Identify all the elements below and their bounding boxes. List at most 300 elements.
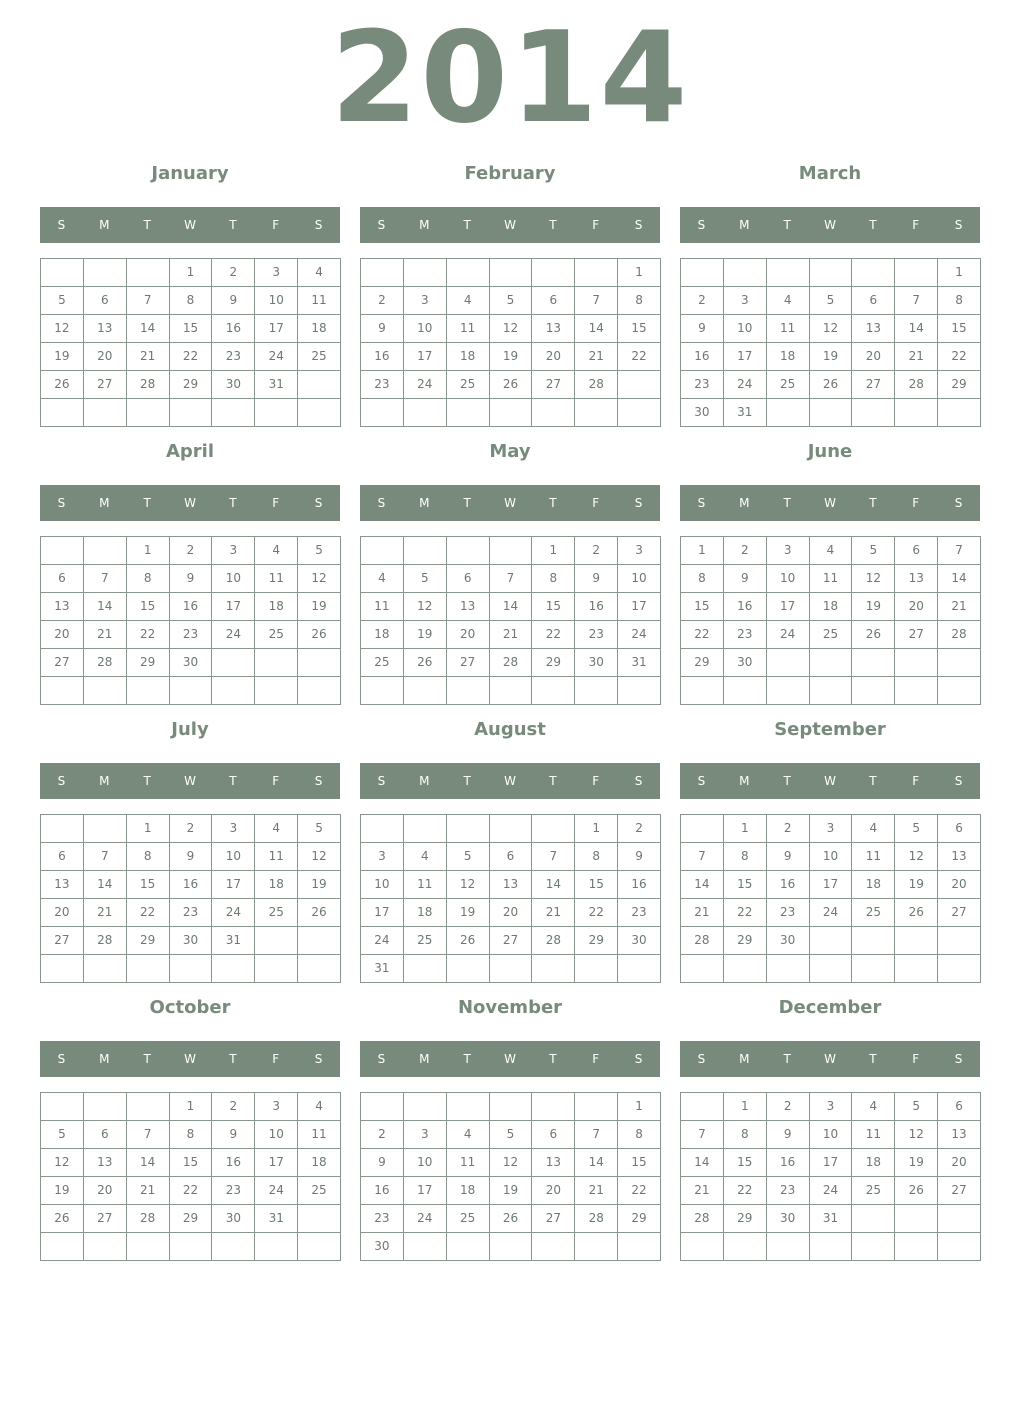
day-cell: 19 [41,1177,84,1205]
empty-day-cell [447,955,490,983]
empty-day-cell [532,399,575,427]
day-cell: 27 [532,371,575,399]
day-cell: 5 [490,1121,533,1149]
empty-day-cell [681,259,724,287]
weekday-label: W [504,774,516,788]
empty-day-cell [127,1093,170,1121]
empty-day-cell [361,1093,404,1121]
empty-day-cell [852,1205,895,1233]
empty-day-cell [575,1233,618,1261]
day-cell: 15 [724,1149,767,1177]
weekday-label: S [57,1052,66,1066]
day-cell: 9 [170,843,213,871]
weekday-label: F [272,774,280,788]
day-cell: 15 [170,1149,213,1177]
day-cell: 25 [404,927,447,955]
day-cell: 13 [938,843,981,871]
day-cell: 16 [361,1177,404,1205]
day-cell: 15 [127,593,170,621]
day-cell: 12 [810,315,853,343]
day-cell: 25 [447,371,490,399]
month-title: July [171,719,209,740]
empty-day-cell [404,1233,447,1261]
day-cell: 17 [618,593,661,621]
empty-day-cell [127,955,170,983]
day-cell: 30 [618,927,661,955]
day-cell: 25 [447,1205,490,1233]
empty-day-cell [724,677,767,705]
empty-day-cell [852,927,895,955]
day-cell: 5 [298,815,341,843]
day-cell: 19 [41,343,84,371]
day-cell: 18 [810,593,853,621]
day-cell: 4 [361,565,404,593]
day-cell: 19 [852,593,895,621]
empty-day-cell [255,927,298,955]
day-cell: 11 [447,315,490,343]
month-title: November [457,997,563,1018]
day-cell: 10 [255,287,298,315]
day-cell: 28 [490,649,533,677]
empty-day-cell [84,537,127,565]
day-cell: 28 [575,371,618,399]
empty-day-cell [84,399,127,427]
weekday-label: S [377,1052,386,1066]
day-cell: 10 [618,565,661,593]
empty-day-cell [852,259,895,287]
day-cell: 8 [575,843,618,871]
day-cell: 11 [255,843,298,871]
day-cell: 6 [447,565,490,593]
day-cell: 20 [532,343,575,371]
day-cell: 24 [810,1177,853,1205]
day-cell: 4 [298,259,341,287]
day-cell: 12 [41,315,84,343]
day-cell: 11 [852,843,895,871]
empty-day-cell [447,259,490,287]
weekday-label: T [463,1052,471,1066]
weekday-label: S [314,774,323,788]
day-cell: 13 [41,871,84,899]
day-cell: 8 [681,565,724,593]
day-grid [40,814,341,983]
day-cell: 22 [575,899,618,927]
month-title: June [807,441,853,462]
day-cell: 1 [170,259,213,287]
empty-day-cell [361,677,404,705]
day-cell: 24 [767,621,810,649]
calendar-year: 2014 [330,4,690,151]
day-cell: 19 [490,1177,533,1205]
day-cell: 10 [767,565,810,593]
weekday-label: F [592,218,600,232]
empty-day-cell [404,399,447,427]
day-cell: 3 [810,1093,853,1121]
day-cell: 20 [84,1177,127,1205]
empty-day-cell [255,399,298,427]
day-cell: 21 [84,621,127,649]
empty-day-cell [127,1233,170,1261]
weekday-label: T [143,1052,151,1066]
day-cell: 3 [767,537,810,565]
day-cell: 14 [575,1149,618,1177]
day-cell: 27 [532,1205,575,1233]
empty-day-cell [41,677,84,705]
empty-day-cell [170,1233,213,1261]
day-cell: 2 [212,259,255,287]
day-cell: 6 [84,1121,127,1149]
day-cell: 16 [681,343,724,371]
day-cell: 24 [404,1205,447,1233]
day-cell: 9 [575,565,618,593]
day-cell: 18 [255,871,298,899]
month-title: December [778,997,882,1018]
empty-day-cell [895,1205,938,1233]
day-cell: 8 [724,1121,767,1149]
day-cell: 29 [170,371,213,399]
day-cell: 6 [852,287,895,315]
day-cell: 12 [298,843,341,871]
empty-day-cell [361,537,404,565]
empty-day-cell [41,815,84,843]
day-cell: 7 [127,1121,170,1149]
day-cell: 3 [255,1093,298,1121]
empty-day-cell [532,955,575,983]
day-cell: 4 [810,537,853,565]
day-cell: 5 [895,1093,938,1121]
empty-day-cell [852,399,895,427]
day-cell: 24 [618,621,661,649]
day-cell: 10 [255,1121,298,1149]
day-cell: 25 [361,649,404,677]
day-cell: 18 [298,1149,341,1177]
day-cell: 5 [895,815,938,843]
day-cell: 11 [361,593,404,621]
day-cell: 28 [127,371,170,399]
weekday-label: W [504,218,516,232]
day-cell: 17 [724,343,767,371]
day-cell: 22 [532,621,575,649]
day-cell: 9 [212,287,255,315]
weekday-label: M [99,218,110,232]
day-cell: 27 [84,371,127,399]
day-cell: 17 [810,871,853,899]
weekday-label: W [824,1052,836,1066]
day-cell: 5 [41,1121,84,1149]
day-cell: 28 [127,1205,170,1233]
month-title: January [151,163,229,184]
weekday-label: W [824,496,836,510]
empty-day-cell [298,649,341,677]
weekday-label: T [229,218,237,232]
weekday-label: F [592,1052,600,1066]
empty-day-cell [212,649,255,677]
weekday-label: S [377,496,386,510]
day-cell: 1 [575,815,618,843]
day-cell: 15 [938,315,981,343]
day-cell: 21 [938,593,981,621]
empty-day-cell [575,1093,618,1121]
day-cell: 21 [84,899,127,927]
day-cell: 26 [41,371,84,399]
day-cell: 27 [41,649,84,677]
day-grid [680,258,981,427]
empty-day-cell [767,399,810,427]
day-cell: 9 [361,315,404,343]
weekday-label: S [634,496,643,510]
month-title: October [149,997,231,1018]
day-grid [680,1092,981,1261]
empty-day-cell [127,259,170,287]
empty-day-cell [532,815,575,843]
weekday-label: T [463,496,471,510]
day-grid [360,1092,661,1261]
day-cell: 27 [938,899,981,927]
month-title: May [489,441,531,462]
empty-day-cell [361,399,404,427]
day-cell: 2 [681,287,724,315]
weekday-label: T [869,496,877,510]
day-cell: 28 [84,649,127,677]
weekday-header [40,763,340,799]
day-cell: 22 [724,899,767,927]
empty-day-cell [298,371,341,399]
weekday-label: W [184,1052,196,1066]
day-cell: 11 [255,565,298,593]
day-cell: 4 [447,287,490,315]
weekday-label: S [57,218,66,232]
day-cell: 19 [895,871,938,899]
empty-day-cell [255,955,298,983]
empty-day-cell [170,677,213,705]
day-cell: 16 [170,871,213,899]
day-cell: 19 [490,343,533,371]
weekday-label: T [783,218,791,232]
day-cell: 15 [724,871,767,899]
day-cell: 15 [532,593,575,621]
day-cell: 18 [404,899,447,927]
day-cell: 11 [298,287,341,315]
weekday-label: F [272,1052,280,1066]
day-cell: 4 [852,815,895,843]
day-cell: 8 [724,843,767,871]
day-cell: 25 [852,1177,895,1205]
empty-day-cell [447,399,490,427]
empty-day-cell [895,1233,938,1261]
empty-day-cell [575,955,618,983]
empty-day-cell [852,649,895,677]
weekday-label: T [783,774,791,788]
weekday-label: T [549,774,557,788]
day-cell: 13 [84,1149,127,1177]
day-cell: 13 [447,593,490,621]
day-cell: 13 [895,565,938,593]
day-cell: 4 [767,287,810,315]
day-cell: 14 [84,593,127,621]
day-cell: 12 [447,871,490,899]
day-cell: 19 [895,1149,938,1177]
day-cell: 16 [361,343,404,371]
day-cell: 16 [170,593,213,621]
day-cell: 20 [84,343,127,371]
day-cell: 9 [361,1149,404,1177]
empty-day-cell [84,1093,127,1121]
empty-day-cell [810,677,853,705]
day-cell: 28 [532,927,575,955]
empty-day-cell [724,955,767,983]
empty-day-cell [404,259,447,287]
day-cell: 29 [170,1205,213,1233]
weekday-header [680,763,980,799]
day-cell: 7 [532,843,575,871]
empty-day-cell [127,399,170,427]
weekday-label: W [504,1052,516,1066]
day-cell: 6 [532,1121,575,1149]
day-cell: 8 [127,565,170,593]
weekday-label: M [419,496,430,510]
day-cell: 2 [724,537,767,565]
empty-day-cell [767,649,810,677]
day-cell: 16 [767,871,810,899]
day-cell: 31 [255,1205,298,1233]
day-cell: 15 [170,315,213,343]
day-cell: 5 [447,843,490,871]
month-title: August [474,719,546,740]
day-cell: 4 [404,843,447,871]
day-cell: 23 [767,899,810,927]
empty-day-cell [767,677,810,705]
day-cell: 15 [618,315,661,343]
day-cell: 5 [41,287,84,315]
day-cell: 26 [447,927,490,955]
day-cell: 14 [127,1149,170,1177]
empty-day-cell [255,1233,298,1261]
empty-day-cell [575,677,618,705]
empty-day-cell [404,677,447,705]
weekday-label: M [419,218,430,232]
day-cell: 25 [852,899,895,927]
day-cell: 7 [681,1121,724,1149]
day-cell: 20 [41,621,84,649]
weekday-label: W [184,496,196,510]
empty-day-cell [298,927,341,955]
day-cell: 14 [84,871,127,899]
weekday-label: T [549,496,557,510]
day-cell: 24 [724,371,767,399]
day-cell: 28 [938,621,981,649]
day-cell: 26 [298,899,341,927]
day-cell: 21 [681,899,724,927]
day-cell: 8 [170,1121,213,1149]
day-cell: 27 [895,621,938,649]
weekday-label: T [783,496,791,510]
weekday-label: M [739,1052,750,1066]
day-cell: 17 [361,899,404,927]
day-cell: 6 [490,843,533,871]
day-cell: 11 [810,565,853,593]
month-title: February [464,163,556,184]
day-cell: 9 [618,843,661,871]
month-title: September [774,719,886,740]
weekday-label: F [592,774,600,788]
day-cell: 13 [532,315,575,343]
day-cell: 16 [212,315,255,343]
weekday-label: S [57,496,66,510]
empty-day-cell [447,815,490,843]
day-cell: 17 [810,1149,853,1177]
day-cell: 28 [84,927,127,955]
day-cell: 12 [298,565,341,593]
empty-day-cell [895,927,938,955]
day-cell: 31 [255,371,298,399]
weekday-label: W [824,774,836,788]
day-cell: 21 [532,899,575,927]
day-cell: 22 [618,343,661,371]
day-cell: 7 [895,287,938,315]
day-cell: 5 [298,537,341,565]
day-cell: 1 [618,259,661,287]
empty-day-cell [490,677,533,705]
day-cell: 28 [681,927,724,955]
day-cell: 10 [404,1149,447,1177]
empty-day-cell [767,259,810,287]
day-cell: 22 [681,621,724,649]
empty-day-cell [298,399,341,427]
day-cell: 12 [490,315,533,343]
day-cell: 21 [895,343,938,371]
day-cell: 10 [724,315,767,343]
day-cell: 31 [724,399,767,427]
day-cell: 6 [938,815,981,843]
empty-day-cell [490,537,533,565]
day-cell: 23 [767,1177,810,1205]
day-cell: 15 [127,871,170,899]
day-cell: 8 [532,565,575,593]
empty-day-cell [212,677,255,705]
day-cell: 15 [575,871,618,899]
day-cell: 26 [404,649,447,677]
day-cell: 13 [490,871,533,899]
empty-day-cell [681,815,724,843]
day-cell: 16 [618,871,661,899]
day-cell: 28 [895,371,938,399]
weekday-label: T [783,1052,791,1066]
empty-day-cell [938,1233,981,1261]
day-cell: 8 [938,287,981,315]
empty-day-cell [170,955,213,983]
day-cell: 4 [852,1093,895,1121]
day-cell: 6 [938,1093,981,1121]
day-cell: 31 [212,927,255,955]
empty-day-cell [490,1093,533,1121]
day-cell: 14 [490,593,533,621]
weekday-header [680,207,980,243]
day-cell: 8 [618,287,661,315]
day-cell: 25 [298,1177,341,1205]
weekday-label: T [229,1052,237,1066]
day-cell: 30 [575,649,618,677]
empty-day-cell [170,399,213,427]
weekday-label: S [697,774,706,788]
empty-day-cell [532,259,575,287]
day-cell: 18 [852,871,895,899]
day-cell: 7 [127,287,170,315]
day-cell: 1 [938,259,981,287]
day-cell: 17 [767,593,810,621]
weekday-label: T [869,218,877,232]
empty-day-cell [618,955,661,983]
day-cell: 11 [852,1121,895,1149]
